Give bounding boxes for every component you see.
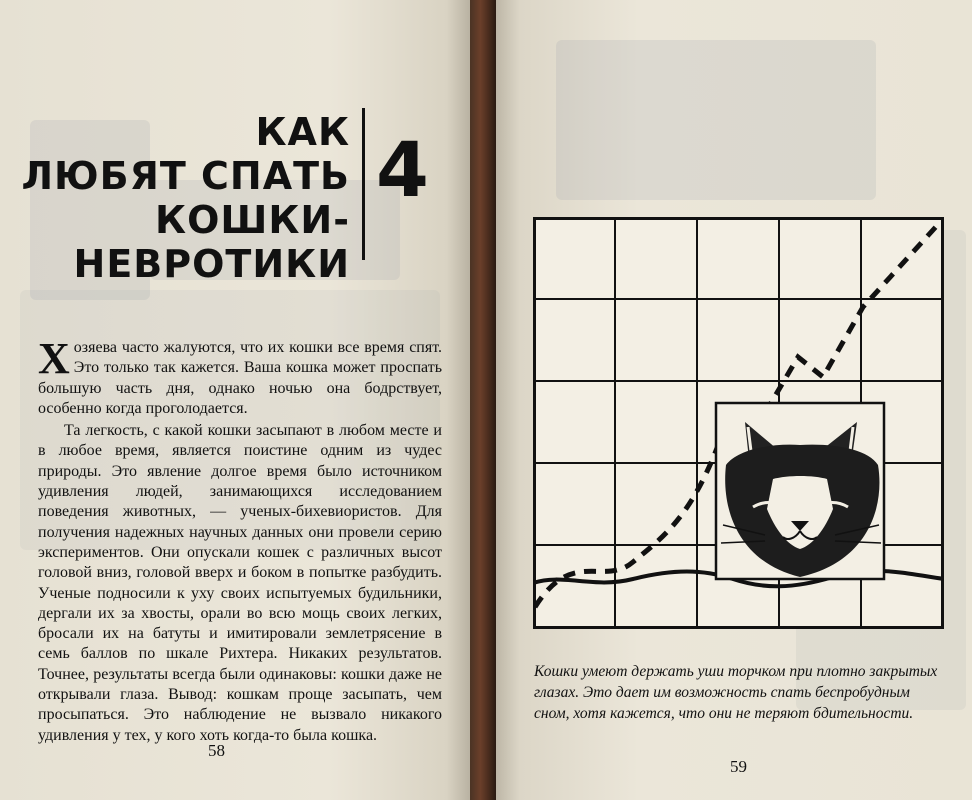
chapter-title-line: НЕВРОТИКИ [73, 242, 350, 286]
page-number-right: 59 [730, 757, 747, 776]
page-number-left: 58 [208, 741, 225, 760]
caption-text: Кошки умеют держать уши торчком при плотно закрытых глазах. Это дает им возможность спать беспробудным сном, хотя кажется, что они не теряют бдительности. [534, 663, 938, 722]
chapter-title-line: КОШКИ- [155, 198, 350, 242]
left-page [0, 0, 470, 800]
paragraph-text: озяева часто жалуются, что их кошки все время спят. Это только так кажется. Ваша кошка может проспать большую часть дня, однако ночью она бодрствует, особенно когда проголодается. [38, 339, 442, 417]
chapter-title [21, 110, 350, 286]
body-text [38, 334, 442, 746]
chapter-title-line: КАК [255, 110, 350, 154]
chapter-title-line: ЛЮБЯТ СПАТЬ [21, 154, 350, 198]
chapter-divider [362, 108, 365, 260]
paragraph: Та легкость, с какой кошки засыпают в любом месте и в любое время, является поистине одним из чудес природы. Это явление долгое время было источником удивления людей, занимающихся исследованием поведения животных, — ученых-бихевиористов. Для получения надежных научных данных они провели серию экспериментов. Они опускали кошек с различных высот головой вниз, головой вверх и боком в попытке разбудить. Ученые подносили к уху своих испытуемых будильники, дергали их за хвосты, орали во всю мощь своих легких, бросали их на батуты и имитировали землетрясение в семь баллов по шкале Рихтера. Никаких результатов. Точнее, результаты всегда были одинаковы: кошки даже не открывали глаза. Вывод: кошкам проще засыпать, чем просыпаться. Это наблюдение не вызвало никакого удивления у тех, у кого хоть когда-то была кошка. [38, 422, 442, 744]
figure-caption [534, 661, 944, 724]
chapter-number: 4 [376, 125, 429, 214]
paragraph [38, 334, 442, 419]
sleep-chart-illustration [533, 217, 944, 629]
book-gutter [470, 0, 496, 800]
drop-cap: Х [38, 334, 70, 383]
bleed-through [556, 40, 876, 200]
